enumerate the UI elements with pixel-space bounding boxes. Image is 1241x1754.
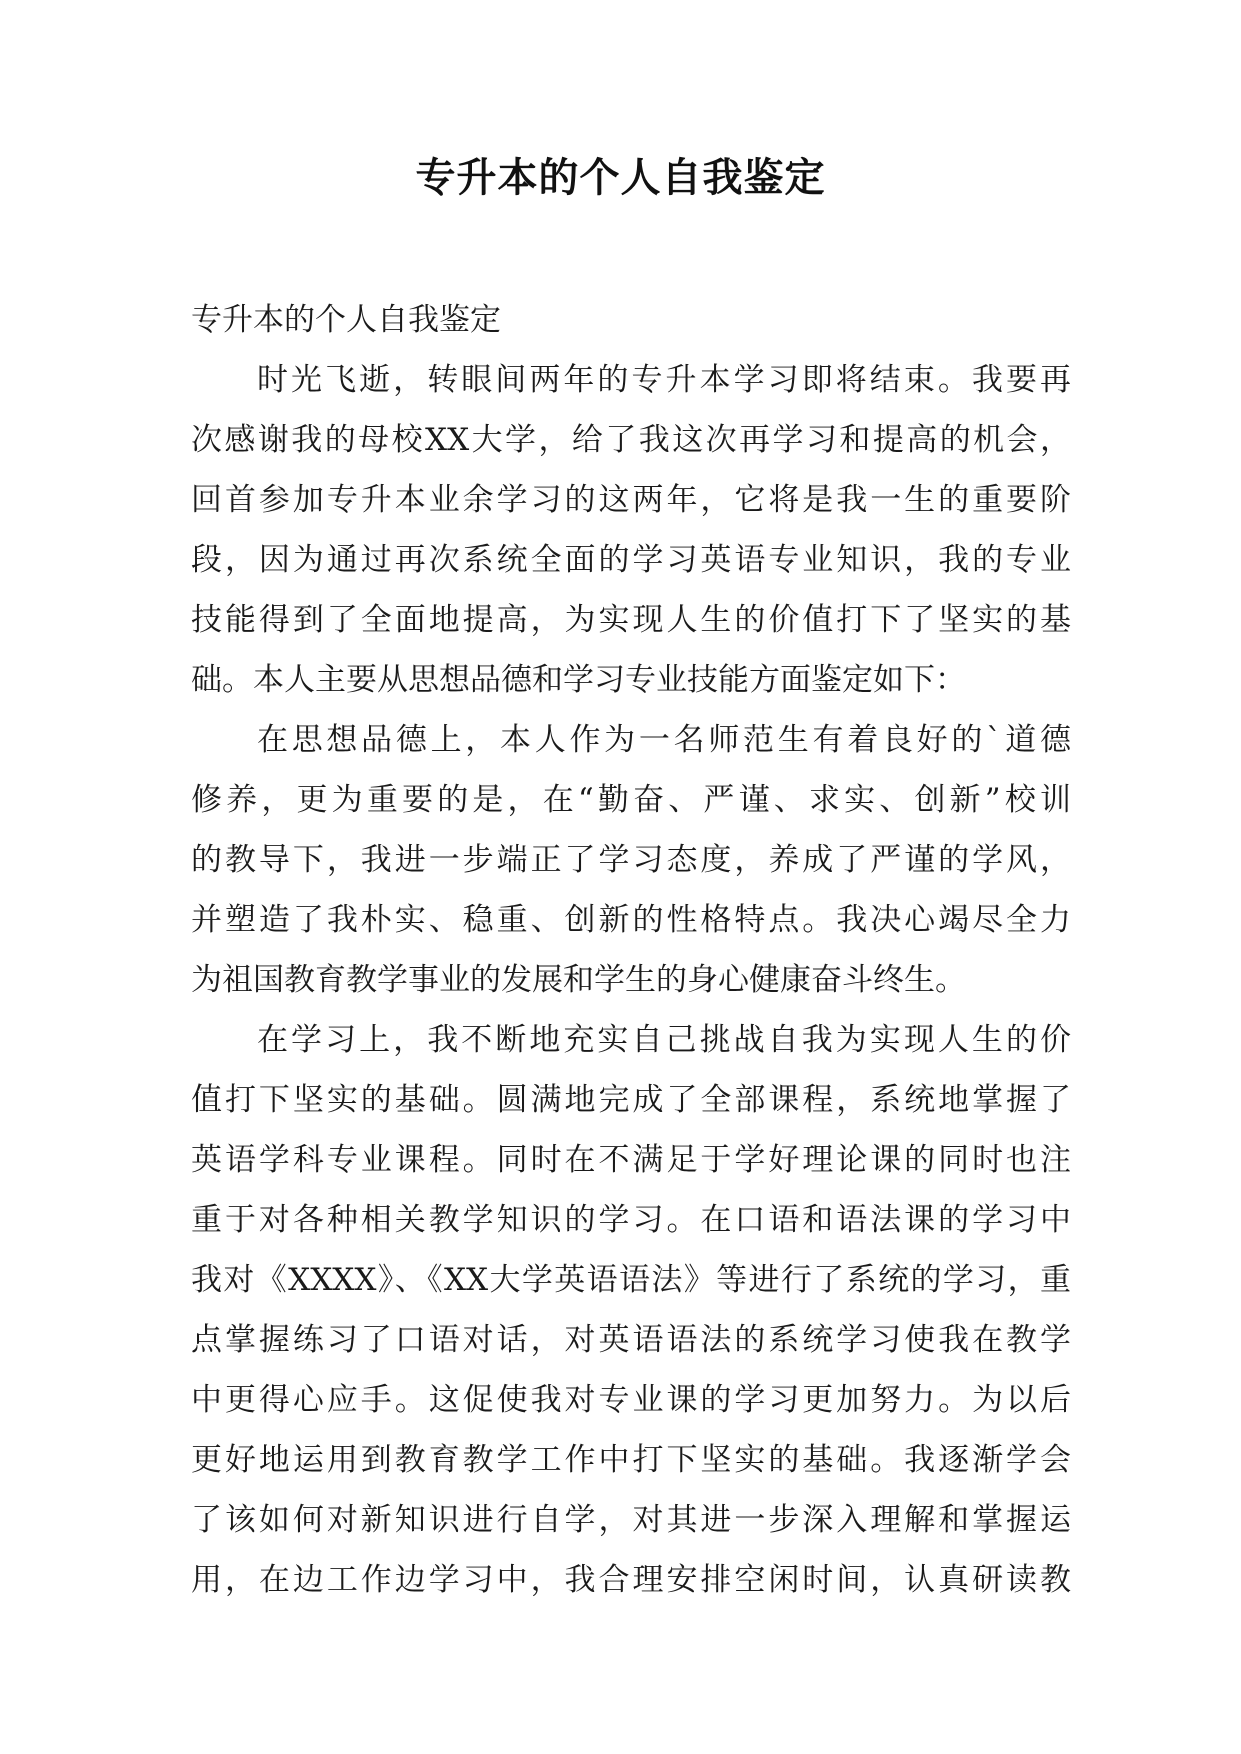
document-body — [191, 290, 1071, 1610]
body-line: 段，因为通过再次系统全面的学习英语专业知识，我的专业 — [191, 542, 1071, 578]
body-line: 的教导下，我进一步端正了学习态度，养成了严谨的学风， — [191, 842, 1071, 878]
body-line: 用，在边工作边学习中，我合理安排空闲时间，认真研读教 — [191, 1562, 1071, 1598]
body-line: 中更得心应手。这促使我对专业课的学习更加努力。为以后 — [191, 1382, 1071, 1418]
body-line: 更好地运用到教育教学工作中打下坚实的基础。我逐渐学会 — [191, 1442, 1071, 1478]
body-subtitle: 专升本的个人自我鉴定 — [191, 302, 501, 338]
body-line: 回首参加专升本业余学习的这两年，它将是我一生的重要阶 — [191, 482, 1071, 518]
body-line: 技能得到了全面地提高，为实现人生的价值打下了坚实的基 — [191, 602, 1071, 638]
body-line: 次感谢我的母校XX大学，给了我这次再学习和提高的机会， — [191, 422, 1071, 458]
body-line: 值打下坚实的基础。圆满地完成了全部课程，系统地掌握了 — [191, 1082, 1071, 1118]
body-line: 英语学科专业课程。同时在不满足于学好理论课的同时也注 — [191, 1142, 1071, 1178]
body-line: 了该如何对新知识进行自学，对其进一步深入理解和掌握运 — [191, 1502, 1071, 1538]
document-title: 专升本的个人自我鉴定 — [415, 155, 826, 201]
body-line: 重于对各种相关教学知识的学习。在口语和语法课的学习中 — [191, 1202, 1071, 1238]
body-line: 础。本人主要从思想品德和学习专业技能方面鉴定如下： — [191, 662, 966, 698]
body-line: 为祖国教育教学事业的发展和学生的身心健康奋斗终生。 — [191, 962, 966, 998]
body-line: 时光飞逝，转眼间两年的专升本学习即将结束。我要再 — [257, 362, 1071, 398]
body-line: 在学习上，我不断地充实自己挑战自我为实现人生的价 — [257, 1022, 1071, 1058]
body-line: 点掌握练习了口语对话，对英语语法的系统学习使我在教学 — [191, 1322, 1071, 1358]
body-line: 在思想品德上，本人作为一名师范生有着良好的`道德 — [257, 722, 1071, 758]
body-line: 我对《XXXX》、《XX大学英语语法》等进行了系统的学习，重 — [191, 1262, 1071, 1298]
body-line: 修养，更为重要的是，在“勤奋、严谨、求实、创新”校训 — [191, 782, 1071, 818]
body-line: 并塑造了我朴实、稳重、创新的性格特点。我决心竭尽全力 — [191, 902, 1071, 938]
